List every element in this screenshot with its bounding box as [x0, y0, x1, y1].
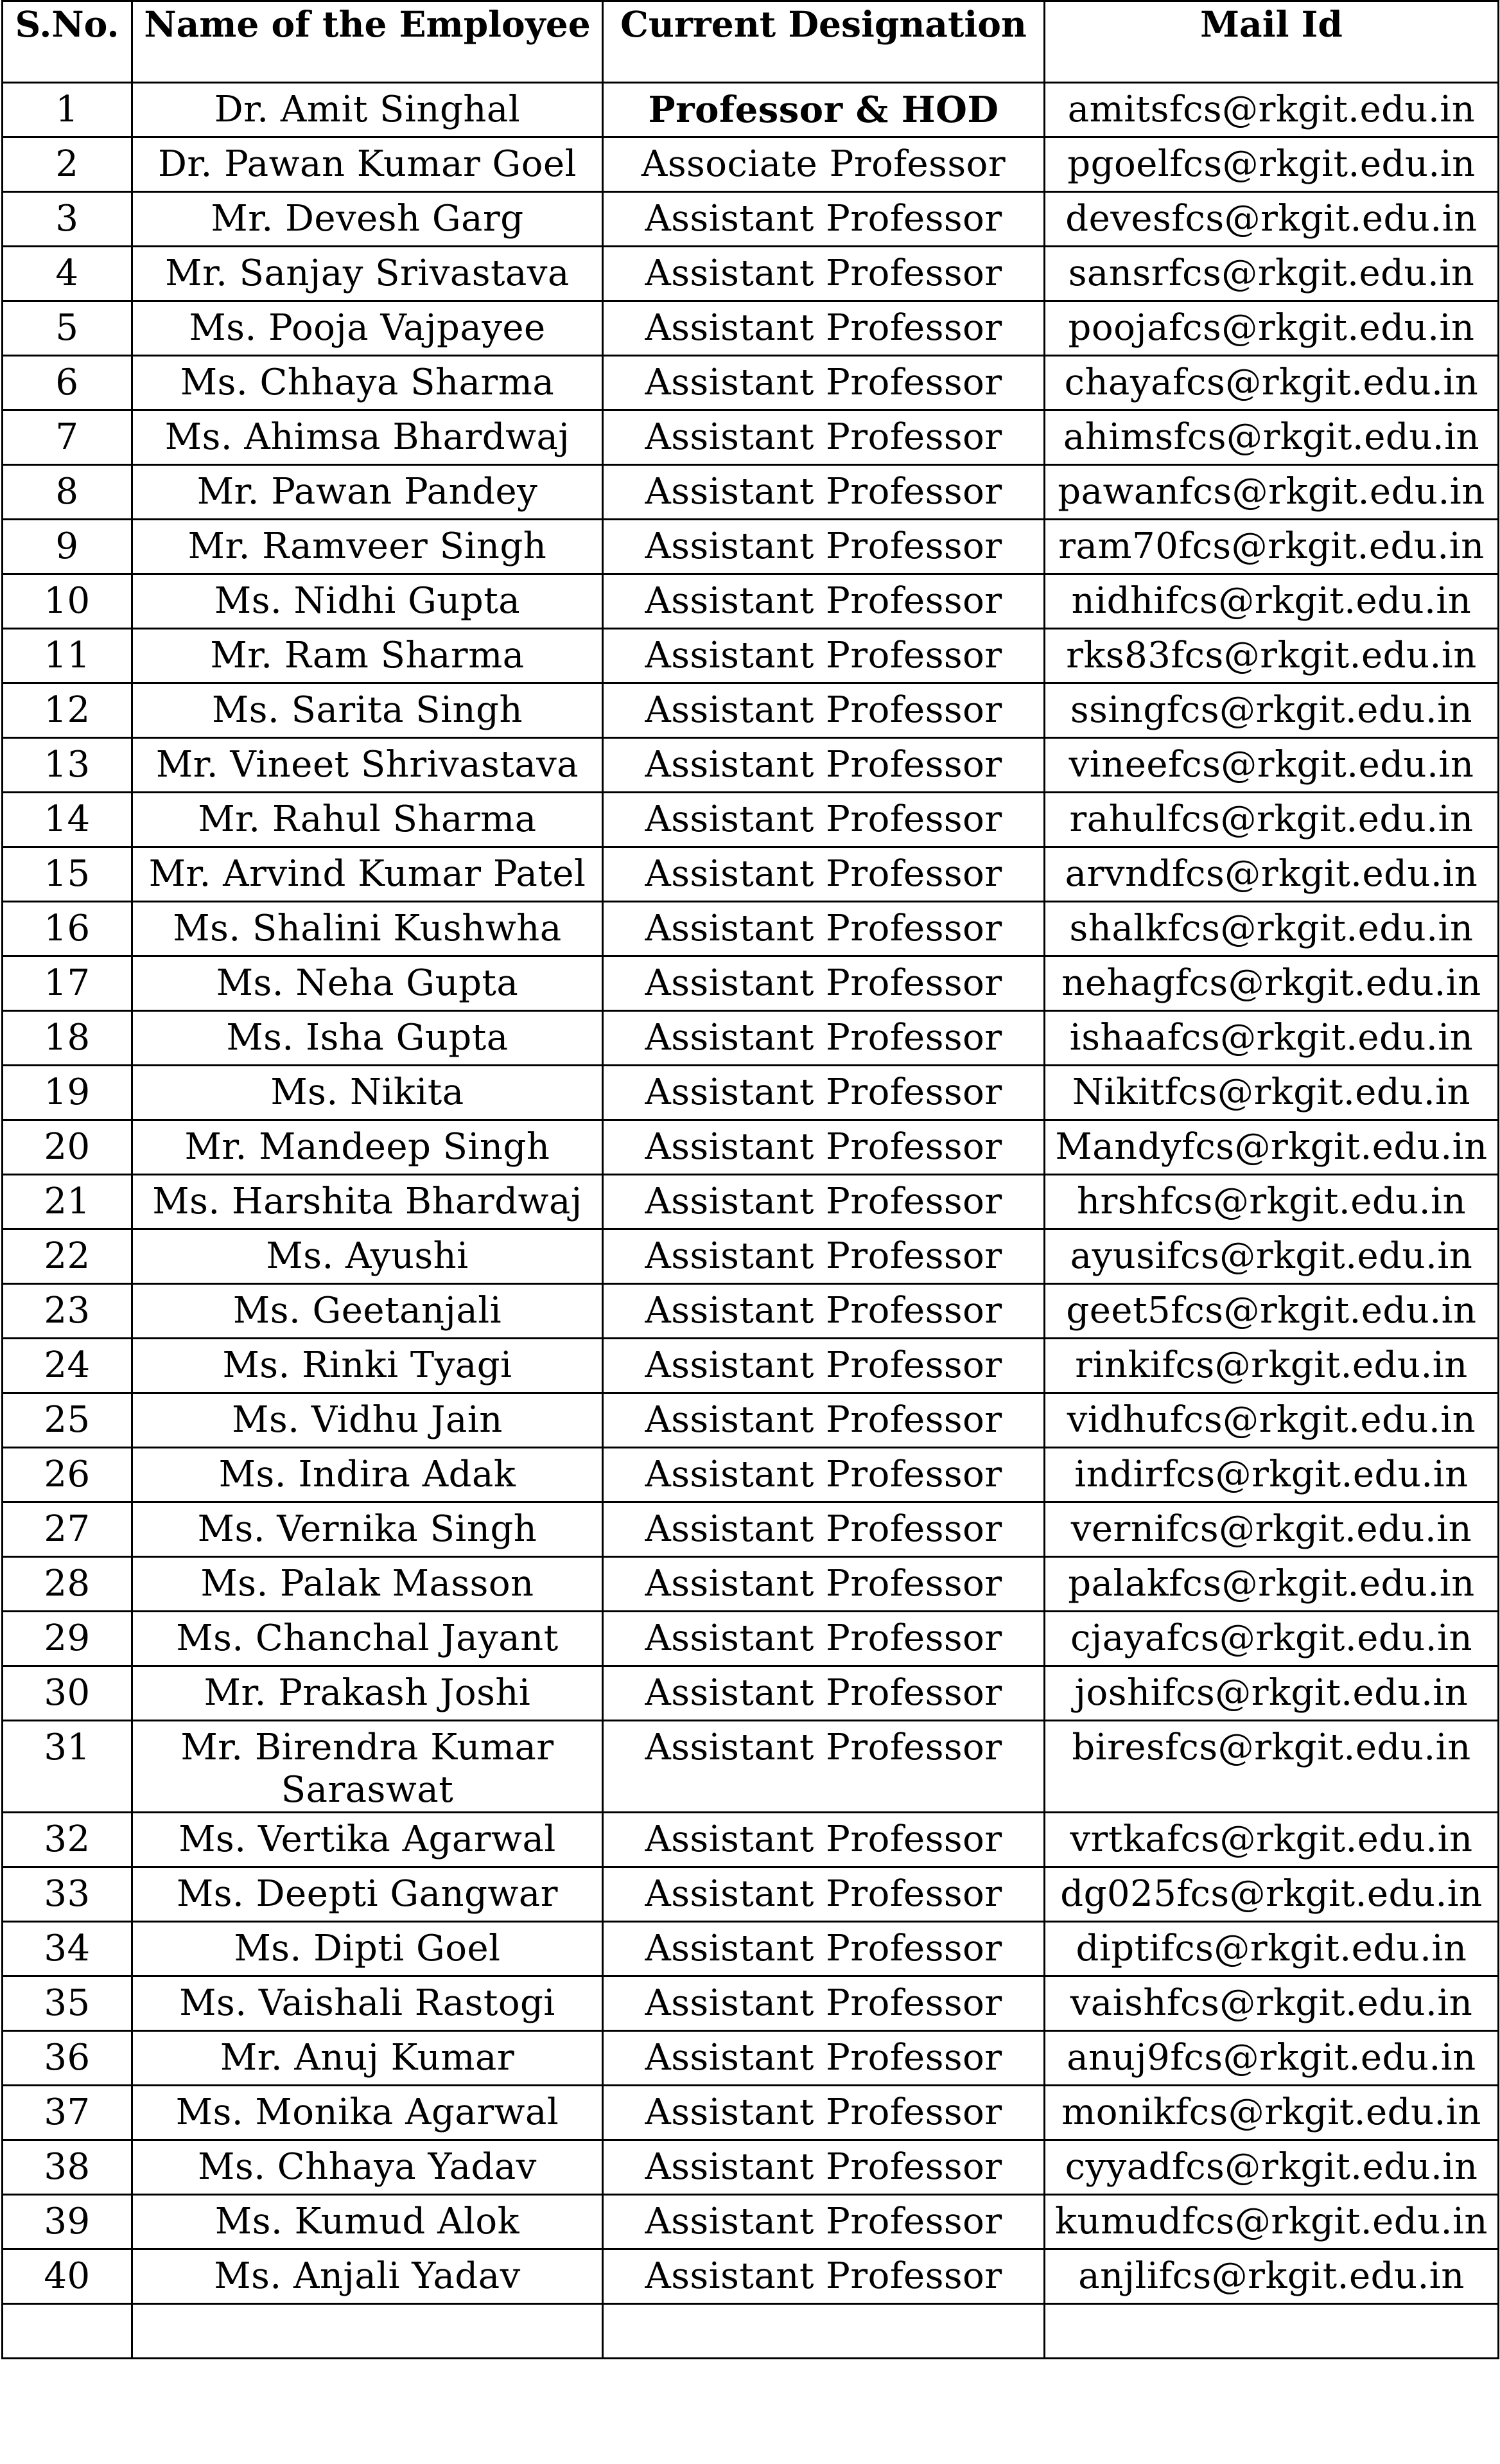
cell-designation: Assistant Professor: [603, 520, 1045, 574]
table-row: [3, 2249, 1499, 2304]
cell-mail-id: pgoelfcs@rkgit.edu.in: [1045, 137, 1499, 192]
cell-designation: Assistant Professor: [603, 1339, 1045, 1393]
table-row: [3, 1175, 1499, 1229]
cell-employee-name: Ms. Monika Agarwal: [132, 2086, 603, 2140]
cell-designation: Assistant Professor: [603, 1813, 1045, 1867]
cell-mail-id: vrtkafcs@rkgit.edu.in: [1045, 1813, 1499, 1867]
table-row: [3, 793, 1499, 847]
cell-designation: Assistant Professor: [603, 2249, 1045, 2304]
cell-employee-name: Ms. Rinki Tyagi: [132, 1339, 603, 1393]
cell-designation: Assistant Professor: [603, 301, 1045, 356]
cell-mail-id: anuj9fcs@rkgit.edu.in: [1045, 2031, 1499, 2086]
cell-designation: Assistant Professor: [603, 192, 1045, 247]
cell-designation: Professor & HOD: [603, 83, 1045, 137]
cell-sno: 23: [3, 1284, 132, 1339]
cell-designation: Assistant Professor: [603, 410, 1045, 465]
cell-designation: Assistant Professor: [603, 629, 1045, 683]
cell-mail-id: ssingfcs@rkgit.edu.in: [1045, 683, 1499, 738]
cell-mail-id: indirfcs@rkgit.edu.in: [1045, 1448, 1499, 1502]
cell-designation: Assistant Professor: [603, 738, 1045, 793]
cell-designation: Assistant Professor: [603, 1922, 1045, 1976]
cell-sno: 38: [3, 2140, 132, 2195]
cell-mail-id: Mandyfcs@rkgit.edu.in: [1045, 1120, 1499, 1175]
cell-employee-name: Mr. Ramveer Singh: [132, 520, 603, 574]
cell-designation: Associate Professor: [603, 137, 1045, 192]
cell-sno: 11: [3, 629, 132, 683]
cell-designation: Assistant Professor: [603, 793, 1045, 847]
cell-sno: 32: [3, 1813, 132, 1867]
cell-designation: Assistant Professor: [603, 1557, 1045, 1612]
cell-sno: 10: [3, 574, 132, 629]
header-mail: Mail Id: [1045, 1, 1499, 83]
empty-cell: [3, 2304, 132, 2359]
cell-sno: 34: [3, 1922, 132, 1976]
cell-designation: Assistant Professor: [603, 1502, 1045, 1557]
table-row: [3, 301, 1499, 356]
empty-cell: [132, 2304, 603, 2359]
cell-employee-name: Ms. Chhaya Sharma: [132, 356, 603, 410]
cell-mail-id: arvndfcs@rkgit.edu.in: [1045, 847, 1499, 902]
cell-designation: Assistant Professor: [603, 1175, 1045, 1229]
cell-mail-id: monikfcs@rkgit.edu.in: [1045, 2086, 1499, 2140]
cell-employee-name: Mr. Devesh Garg: [132, 192, 603, 247]
cell-designation: Assistant Professor: [603, 247, 1045, 301]
table-row: [3, 1393, 1499, 1448]
cell-sno: 19: [3, 1066, 132, 1120]
cell-sno: 28: [3, 1557, 132, 1612]
cell-mail-id: vidhufcs@rkgit.edu.in: [1045, 1393, 1499, 1448]
cell-sno: 20: [3, 1120, 132, 1175]
cell-mail-id: amitsfcs@rkgit.edu.in: [1045, 83, 1499, 137]
cell-sno: 33: [3, 1867, 132, 1922]
cell-sno: 12: [3, 683, 132, 738]
cell-mail-id: cjayafcs@rkgit.edu.in: [1045, 1612, 1499, 1666]
cell-sno: 14: [3, 793, 132, 847]
cell-employee-name: Mr. Ram Sharma: [132, 629, 603, 683]
cell-mail-id: rahulfcs@rkgit.edu.in: [1045, 793, 1499, 847]
table-row: [3, 465, 1499, 520]
table-row: [3, 247, 1499, 301]
table-row: [3, 902, 1499, 956]
cell-mail-id: vineefcs@rkgit.edu.in: [1045, 738, 1499, 793]
table-row: [3, 847, 1499, 902]
cell-designation: Assistant Professor: [603, 1393, 1045, 1448]
cell-designation: Assistant Professor: [603, 2086, 1045, 2140]
table-row: [3, 629, 1499, 683]
cell-employee-name: Mr. Vineet Shrivastava: [132, 738, 603, 793]
cell-sno: 5: [3, 301, 132, 356]
cell-designation: Assistant Professor: [603, 1976, 1045, 2031]
cell-employee-name: Ms. Chhaya Yadav: [132, 2140, 603, 2195]
cell-employee-name: Ms. Vaishali Rastogi: [132, 1976, 603, 2031]
cell-sno: 27: [3, 1502, 132, 1557]
table-row: [3, 2195, 1499, 2249]
cell-mail-id: poojafcs@rkgit.edu.in: [1045, 301, 1499, 356]
employee-rows: [3, 83, 1499, 2359]
cell-employee-name: Ms. Nikita: [132, 1066, 603, 1120]
cell-employee-name: Ms. Chanchal Jayant: [132, 1612, 603, 1666]
header-designation: Current Designation: [603, 1, 1045, 83]
cell-sno: 16: [3, 902, 132, 956]
cell-employee-name: Dr. Pawan Kumar Goel: [132, 137, 603, 192]
cell-employee-name: Mr. Sanjay Srivastava: [132, 247, 603, 301]
cell-employee-name: Ms. Nidhi Gupta: [132, 574, 603, 629]
cell-designation: Assistant Professor: [603, 1120, 1045, 1175]
cell-employee-name: Ms. Palak Masson: [132, 1557, 603, 1612]
cell-employee-name: Ms. Vidhu Jain: [132, 1393, 603, 1448]
table-row: [3, 137, 1499, 192]
table-row: [3, 83, 1499, 137]
cell-employee-name: Ms. Ahimsa Bhardwaj: [132, 410, 603, 465]
cell-mail-id: ram70fcs@rkgit.edu.in: [1045, 520, 1499, 574]
cell-sno: 6: [3, 356, 132, 410]
cell-mail-id: ishaafcs@rkgit.edu.in: [1045, 1011, 1499, 1066]
cell-mail-id: rks83fcs@rkgit.edu.in: [1045, 629, 1499, 683]
empty-table-row: [3, 2304, 1499, 2359]
table-row: [3, 410, 1499, 465]
cell-mail-id: rinkifcs@rkgit.edu.in: [1045, 1339, 1499, 1393]
cell-sno: 2: [3, 137, 132, 192]
cell-designation: Assistant Professor: [603, 2140, 1045, 2195]
header-name: Name of the Employee: [132, 1, 603, 83]
cell-designation: Assistant Professor: [603, 1721, 1045, 1813]
cell-sno: 9: [3, 520, 132, 574]
cell-designation: Assistant Professor: [603, 2195, 1045, 2249]
cell-employee-name: Ms. Deepti Gangwar: [132, 1867, 603, 1922]
cell-employee-name: Mr. Prakash Joshi: [132, 1666, 603, 1721]
table-row: [3, 192, 1499, 247]
cell-designation: Assistant Professor: [603, 956, 1045, 1011]
cell-sno: 36: [3, 2031, 132, 2086]
table-row: [3, 1721, 1499, 1813]
employee-table: [1, 0, 1499, 2359]
cell-designation: Assistant Professor: [603, 1666, 1045, 1721]
cell-mail-id: kumudfcs@rkgit.edu.in: [1045, 2195, 1499, 2249]
table-row: [3, 1011, 1499, 1066]
cell-mail-id: anjlifcs@rkgit.edu.in: [1045, 2249, 1499, 2304]
cell-employee-name: Ms. Sarita Singh: [132, 683, 603, 738]
table-row: [3, 1666, 1499, 1721]
cell-sno: 13: [3, 738, 132, 793]
cell-employee-name: Mr. Rahul Sharma: [132, 793, 603, 847]
cell-mail-id: vernifcs@rkgit.edu.in: [1045, 1502, 1499, 1557]
table-row: [3, 2031, 1499, 2086]
cell-mail-id: cyyadfcs@rkgit.edu.in: [1045, 2140, 1499, 2195]
cell-sno: 7: [3, 410, 132, 465]
cell-employee-name: Ms. Geetanjali: [132, 1284, 603, 1339]
table-row: [3, 1284, 1499, 1339]
cell-sno: 29: [3, 1612, 132, 1666]
cell-sno: 30: [3, 1666, 132, 1721]
cell-employee-name: Ms. Isha Gupta: [132, 1011, 603, 1066]
cell-sno: 35: [3, 1976, 132, 2031]
cell-designation: Assistant Professor: [603, 847, 1045, 902]
cell-mail-id: ayusifcs@rkgit.edu.in: [1045, 1229, 1499, 1284]
table-row: [3, 574, 1499, 629]
cell-employee-name: Ms. Dipti Goel: [132, 1922, 603, 1976]
cell-designation: Assistant Professor: [603, 683, 1045, 738]
cell-mail-id: chayafcs@rkgit.edu.in: [1045, 356, 1499, 410]
cell-employee-name: Ms. Ayushi: [132, 1229, 603, 1284]
table-row: [3, 520, 1499, 574]
cell-designation: Assistant Professor: [603, 1867, 1045, 1922]
table-row: [3, 956, 1499, 1011]
table-row: [3, 2086, 1499, 2140]
cell-sno: 22: [3, 1229, 132, 1284]
cell-sno: 31: [3, 1721, 132, 1813]
table-row: [3, 1066, 1499, 1120]
cell-sno: 39: [3, 2195, 132, 2249]
cell-sno: 26: [3, 1448, 132, 1502]
cell-employee-name: Ms. Indira Adak: [132, 1448, 603, 1502]
table-row: [3, 738, 1499, 793]
cell-mail-id: nidhifcs@rkgit.edu.in: [1045, 574, 1499, 629]
cell-employee-name: Mr. Arvind Kumar Patel: [132, 847, 603, 902]
cell-sno: 18: [3, 1011, 132, 1066]
cell-employee-name: Ms. Harshita Bhardwaj: [132, 1175, 603, 1229]
cell-designation: Assistant Professor: [603, 356, 1045, 410]
header-sno: S.No.: [3, 1, 132, 83]
table-header-row: [3, 1, 1499, 83]
cell-mail-id: geet5fcs@rkgit.edu.in: [1045, 1284, 1499, 1339]
cell-mail-id: Nikitfcs@rkgit.edu.in: [1045, 1066, 1499, 1120]
table-row: [3, 2140, 1499, 2195]
cell-designation: Assistant Professor: [603, 902, 1045, 956]
cell-employee-name: Dr. Amit Singhal: [132, 83, 603, 137]
table-row: [3, 1502, 1499, 1557]
cell-employee-name: Mr. Anuj Kumar: [132, 2031, 603, 2086]
cell-sno: 17: [3, 956, 132, 1011]
empty-cell: [603, 2304, 1045, 2359]
cell-designation: Assistant Professor: [603, 574, 1045, 629]
cell-sno: 8: [3, 465, 132, 520]
table-row: [3, 1813, 1499, 1867]
cell-mail-id: palakfcs@rkgit.edu.in: [1045, 1557, 1499, 1612]
cell-mail-id: sansrfcs@rkgit.edu.in: [1045, 247, 1499, 301]
cell-designation: Assistant Professor: [603, 1284, 1045, 1339]
cell-employee-name: Ms. Vertika Agarwal: [132, 1813, 603, 1867]
cell-mail-id: ahimsfcs@rkgit.edu.in: [1045, 410, 1499, 465]
cell-sno: 25: [3, 1393, 132, 1448]
cell-employee-name: Mr. Pawan Pandey: [132, 465, 603, 520]
cell-mail-id: hrshfcs@rkgit.edu.in: [1045, 1175, 1499, 1229]
cell-sno: 3: [3, 192, 132, 247]
empty-cell: [1045, 2304, 1499, 2359]
cell-sno: 1: [3, 83, 132, 137]
cell-mail-id: biresfcs@rkgit.edu.in: [1045, 1721, 1499, 1813]
cell-mail-id: vaishfcs@rkgit.edu.in: [1045, 1976, 1499, 2031]
cell-sno: 4: [3, 247, 132, 301]
table-row: [3, 1976, 1499, 2031]
table-row: [3, 1229, 1499, 1284]
cell-mail-id: diptifcs@rkgit.edu.in: [1045, 1922, 1499, 1976]
cell-mail-id: pawanfcs@rkgit.edu.in: [1045, 465, 1499, 520]
cell-sno: 15: [3, 847, 132, 902]
cell-sno: 24: [3, 1339, 132, 1393]
table-row: [3, 1448, 1499, 1502]
cell-mail-id: nehagfcs@rkgit.edu.in: [1045, 956, 1499, 1011]
cell-employee-name: Ms. Pooja Vajpayee: [132, 301, 603, 356]
cell-sno: 40: [3, 2249, 132, 2304]
table-row: [3, 1922, 1499, 1976]
cell-mail-id: joshifcs@rkgit.edu.in: [1045, 1666, 1499, 1721]
cell-employee-name: Ms. Vernika Singh: [132, 1502, 603, 1557]
cell-sno: 21: [3, 1175, 132, 1229]
table-row: [3, 1557, 1499, 1612]
table-row: [3, 356, 1499, 410]
cell-designation: Assistant Professor: [603, 1011, 1045, 1066]
cell-designation: Assistant Professor: [603, 2031, 1045, 2086]
cell-employee-name: Ms. Shalini Kushwha: [132, 902, 603, 956]
cell-designation: Assistant Professor: [603, 1448, 1045, 1502]
cell-employee-name: Ms. Anjali Yadav: [132, 2249, 603, 2304]
cell-mail-id: shalkfcs@rkgit.edu.in: [1045, 902, 1499, 956]
cell-employee-name: Mr. Birendra Kumar Saraswat: [132, 1721, 603, 1813]
table-row: [3, 1867, 1499, 1922]
cell-employee-name: Mr. Mandeep Singh: [132, 1120, 603, 1175]
cell-sno: 37: [3, 2086, 132, 2140]
cell-designation: Assistant Professor: [603, 1612, 1045, 1666]
cell-employee-name: Ms. Neha Gupta: [132, 956, 603, 1011]
cell-designation: Assistant Professor: [603, 1066, 1045, 1120]
table-row: [3, 683, 1499, 738]
table-row: [3, 1120, 1499, 1175]
cell-mail-id: devesfcs@rkgit.edu.in: [1045, 192, 1499, 247]
cell-employee-name: Ms. Kumud Alok: [132, 2195, 603, 2249]
table-row: [3, 1612, 1499, 1666]
table-row: [3, 1339, 1499, 1393]
cell-designation: Assistant Professor: [603, 465, 1045, 520]
cell-mail-id: dg025fcs@rkgit.edu.in: [1045, 1867, 1499, 1922]
cell-designation: Assistant Professor: [603, 1229, 1045, 1284]
